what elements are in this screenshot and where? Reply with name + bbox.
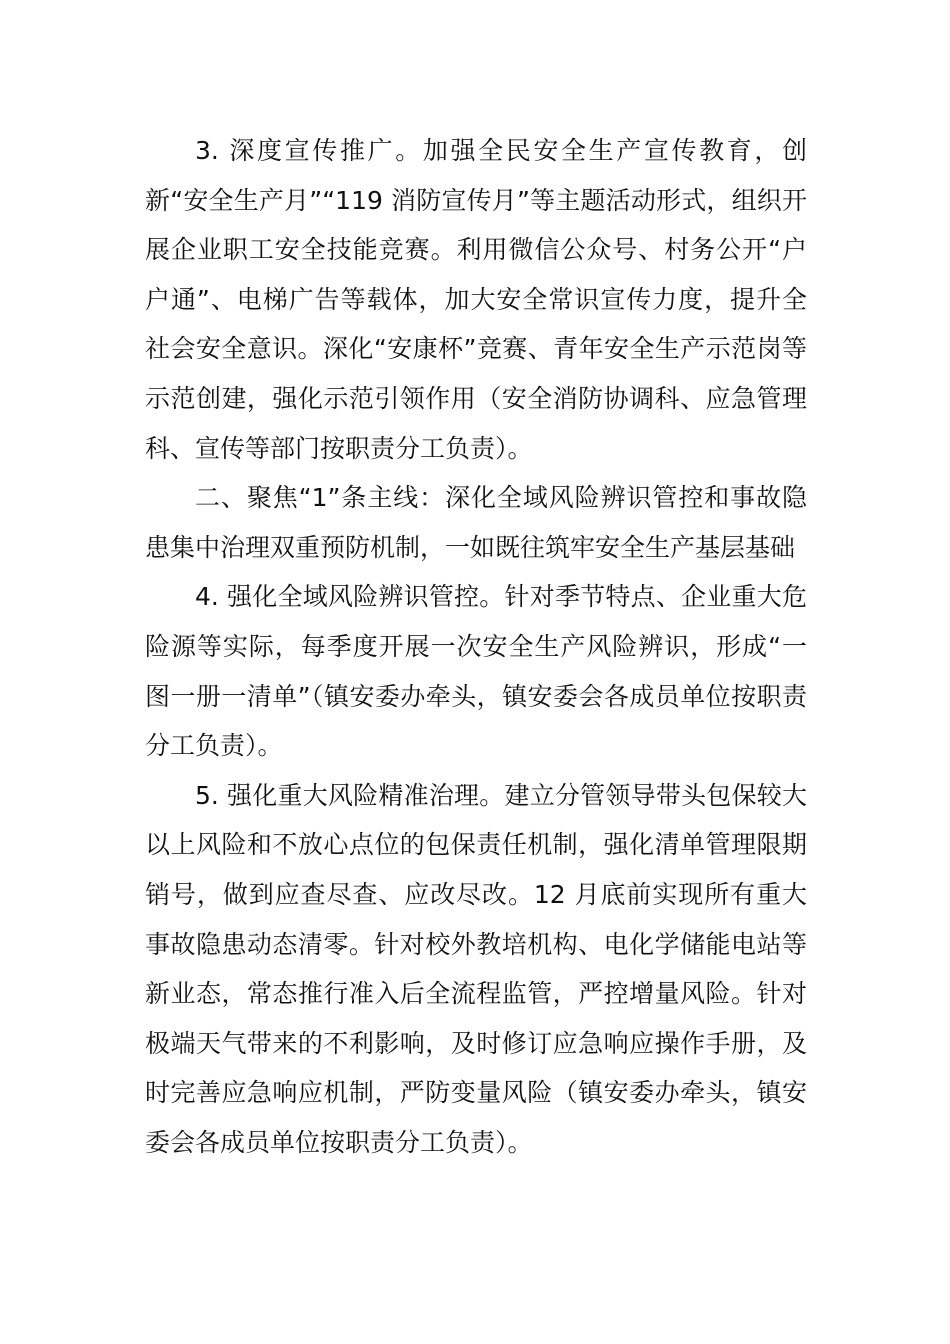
paragraph-publicity-promotion: 3. 深度宣传推广。加强全民安全生产宣传教育，创新“安全生产月”“119 消防宣传月”等主题活动形式，组织开展企业职工安全技能竞赛。利用微信公众号、村务公开“户户通”、电梯广告等载体，加大安全常识宣传力度，提升全社会安全意识。深化“安康杯”竞赛、青年安全生产示范岗等示范创建，强化示范引领作用（安全消防协调科、应急管理科、宣传等部门按职责分工负责）。 [145,136,807,463]
paragraph-risk-identification: 4. 强化全域风险辨识管控。针对季节特点、企业重大危险源等实际，每季度开展一次安全生产风险辨识，形成“一图一册一清单”（镇安委办牵头，镇安委会各成员单位按职责分工负责）。 [145,582,807,761]
paragraph-major-risk-governance: 5. 强化重大风险精准治理。建立分管领导带头包保较大以上风险和不放心点位的包保责任机制，强化清单管理限期销号，做到应查尽查、应改尽改。12 月底前实现所有重大事故隐患动态清零。针对校外教培机构、电化学储能电站等新业态，常态推行准入后全流程监管，严控增量风险。针对极端天气带来的不利影响，及时修订应急响应操作手册，及时完善应急响应机制，严防变量风险（镇安委办牵头，镇安委会各成员单位按职责分工负责）。 [145,780,807,1157]
document-page [145,126,807,1167]
section-heading-main-line: 二、聚焦“1”条主线：深化全域风险辨识管控和事故隐患集中治理双重预防机制，一如既往筑牢安全生产基层基础 [145,483,807,562]
